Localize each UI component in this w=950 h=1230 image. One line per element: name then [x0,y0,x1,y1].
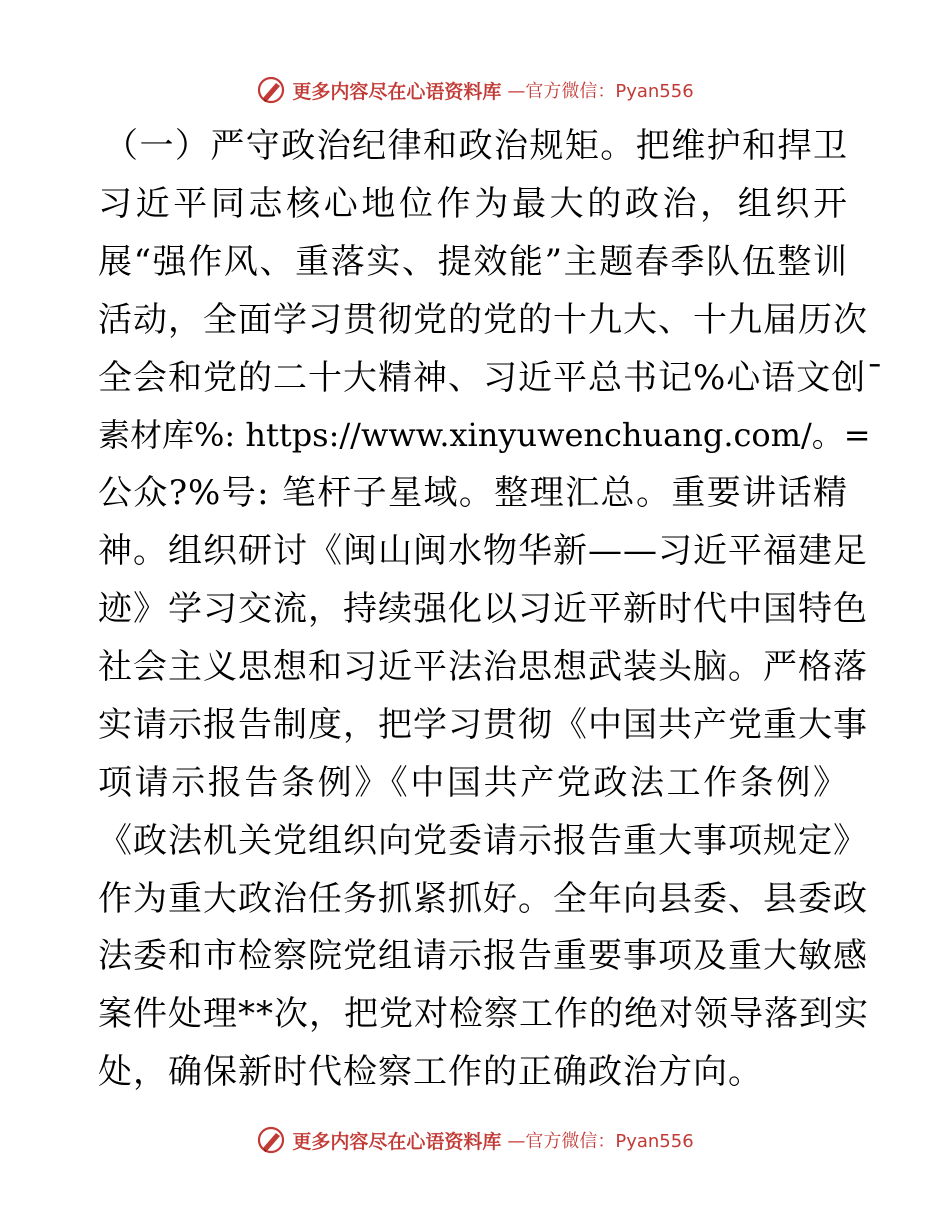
text-line: 案件处理**次，把党对检察工作的绝对领导落到实 [98,994,869,1035]
watermark-brand-text: 更多内容尽在心语资料库 [292,1130,502,1153]
text-line: 处，确保新时代检察工作的正确政治方向。 [98,1052,763,1093]
text-line: 素材库%: https://www.xinyuwenchuang.com/。= [98,416,871,455]
text-line: 习近平同志核心地位作为最大的政治，组织开 [98,183,848,224]
text-line: 展“强作风、重落实、提效能”主题春季队伍整训 [98,241,848,282]
text-line: 法委和市检察院党组请示报告重要事项及重大敏感 [98,936,868,977]
text-line: （一）严守政治纪律和政治规矩。把维护和捍卫 [104,126,848,166]
text-line: 活动，全面学习贯彻党的党的十九大、十九届历次 [98,299,868,340]
text-line: 公众?%号: 笔杆子星域。整理汇总。重要讲话精 [98,473,848,514]
text-line: 作为重大政治任务抓紧抓好。全年向县委、县委政 [98,878,868,919]
text-line: 社会主义思想和习近平法治思想武装头脑。严格落 [98,647,868,688]
pen-logo-icon [256,75,286,105]
paragraph [98,118,885,1102]
header-watermark [0,70,950,110]
document-body [98,118,885,1102]
pen-logo-icon [256,1125,286,1155]
watermark-brand-text: 更多内容尽在心语资料库 [292,80,502,103]
watermark-contact-text: —官方微信：Pyan556 [507,1131,694,1152]
watermark-contact-text: —官方微信：Pyan556 [507,81,694,102]
text-line: 项请示报告条例》《中国共产党政法工作条例》 [98,762,848,803]
text-line: 《政法机关党组织向党委请示报告重大事项规定》 [98,820,868,861]
footer-watermark [0,1120,950,1160]
text-line: 迹》学习交流，持续强化以习近平新时代中国特色 [98,589,868,630]
text-line: 实请示报告制度，把学习贯彻《中国共产党重大事 [98,704,868,745]
text-line: 神。组织研讨《闽山闽水物华新——习近平福建足 [98,531,868,572]
text-line: 全会和党的二十大精神、习近平总书记%心语文创¯ [98,357,885,398]
